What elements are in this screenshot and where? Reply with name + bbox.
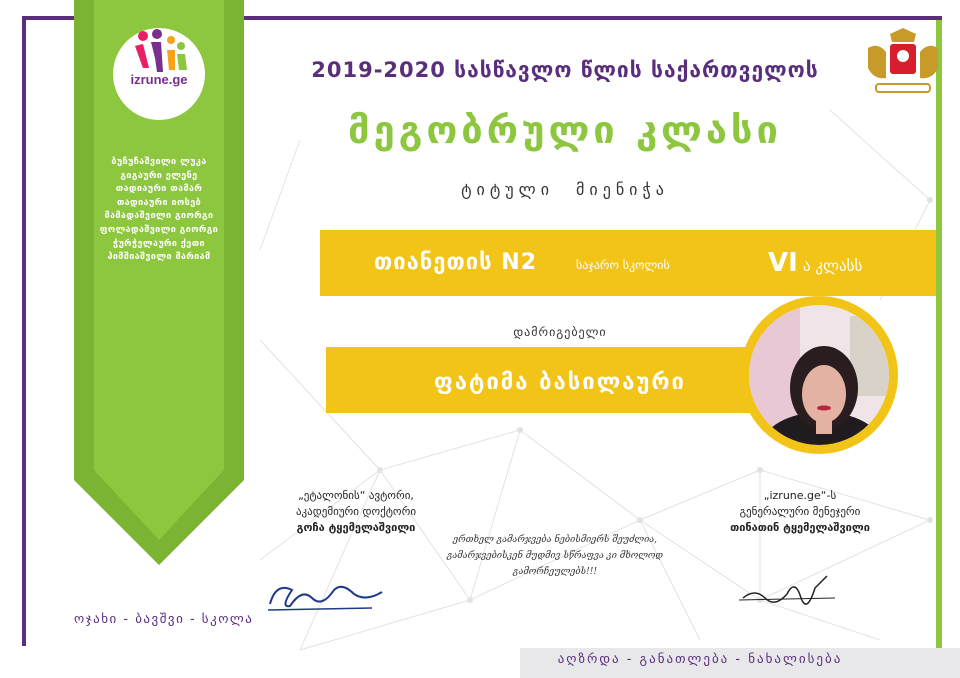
teacher-photo bbox=[740, 296, 898, 454]
teacher-label: დამრიგებელი bbox=[513, 325, 607, 339]
signer-title: „ეტალონის“ ავტორი, bbox=[298, 489, 414, 502]
georgia-coat-of-arms-icon bbox=[860, 28, 946, 98]
family-icon bbox=[113, 28, 205, 78]
student-name: გიგაური ელენე bbox=[120, 170, 198, 181]
logo-text: izrune.ge bbox=[130, 72, 188, 87]
class-number: VI bbox=[768, 248, 798, 278]
frame-right-border bbox=[936, 20, 942, 648]
student-name: ჭურჭელაური ქეთი bbox=[112, 238, 206, 249]
frame-left-border bbox=[22, 16, 26, 646]
student-name: მამადაშვილი გიორგი bbox=[104, 211, 214, 222]
signer-name: თინათინ ტყემელაშვილი bbox=[730, 521, 870, 534]
motivational-note bbox=[420, 532, 690, 580]
signer-org: „izrune.ge“-ს bbox=[763, 489, 837, 502]
signer-name: გოჩა ტყემელაშვილი bbox=[296, 521, 416, 534]
award-subtitle: ტიტული მიენიჭა bbox=[461, 180, 669, 199]
student-name: თადიაური თამარ bbox=[115, 184, 203, 195]
signature-left bbox=[262, 568, 392, 618]
footer-motto: აღზრდა - განათლება - ნახალისება bbox=[557, 652, 843, 667]
teacher-portrait bbox=[740, 296, 898, 454]
class-letter: ა კლასს bbox=[803, 257, 863, 275]
year-title: 2019-2020 სასწავლო წლის საქართველოს bbox=[311, 58, 819, 82]
student-name: თადიაური იოსებ bbox=[116, 197, 202, 208]
signer-degree: აკადემიური დოქტორი bbox=[295, 505, 417, 518]
note-line: გამარჯვებისკენ მუდმივ სწრაფვა კი მხოლოდ გამორჩეულებს!!! bbox=[446, 551, 664, 577]
signature-block-right bbox=[700, 488, 900, 536]
signer-position: გენერალური მენეჯერი bbox=[739, 505, 861, 518]
signature-block-left bbox=[266, 488, 446, 536]
school-type: საჯარო სკოლის bbox=[576, 258, 670, 272]
sidebar-motto: ოჯახი - ბავშვი - სკოლა bbox=[74, 612, 254, 627]
teacher-name: ფატიმა ბასილაური bbox=[434, 370, 686, 395]
student-name: ბუჩუჩაშვილი ლუკა bbox=[111, 157, 207, 167]
student-list bbox=[78, 156, 240, 265]
student-name: ფოლადაშვილი გიორგი bbox=[99, 224, 219, 235]
signature-right bbox=[735, 568, 845, 618]
note-line: ერთხელ გამარჯვება ნებისმიერს შეუძლია, bbox=[452, 535, 658, 545]
school-name: თიანეთის N2 bbox=[374, 250, 538, 275]
student-name: ჰიმშიაშვილი მარიამ bbox=[107, 252, 211, 263]
page-title: მეგობრული კლასი bbox=[348, 108, 782, 152]
